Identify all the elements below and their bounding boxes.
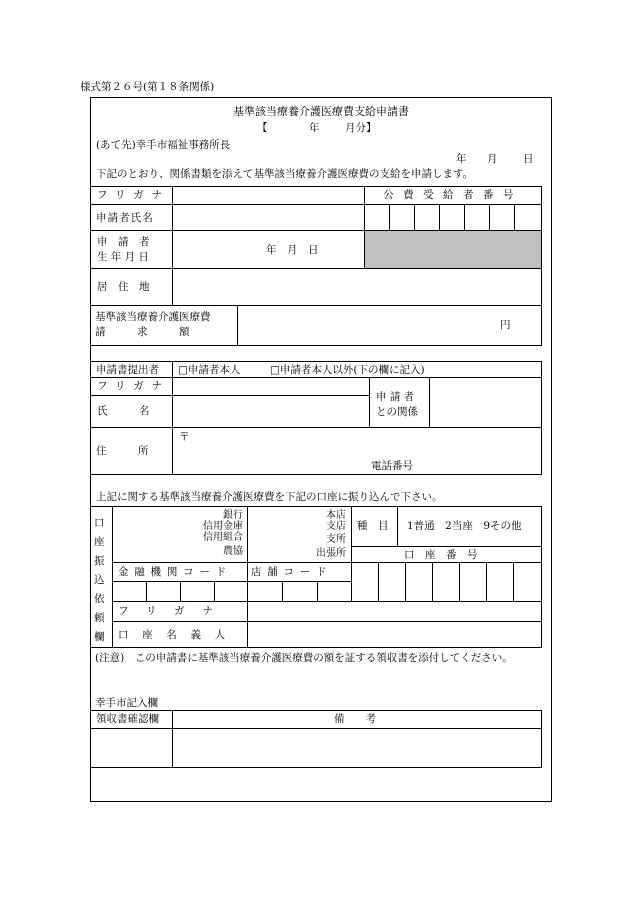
period-month: 月分】 <box>345 122 377 134</box>
institution-code-label: 金融機関コード <box>118 566 232 578</box>
table-line <box>172 710 173 767</box>
account-holder-field[interactable] <box>250 623 539 645</box>
table-line <box>397 506 398 546</box>
date-year[interactable]: 年 <box>456 153 467 165</box>
table-line <box>90 710 542 711</box>
table-line <box>112 506 113 647</box>
bank-intro: 上記に関する基準該当療養介護医療費を下記の口座に振り込んで下さい。 <box>96 491 443 503</box>
table-line <box>90 395 369 396</box>
bank-furigana-label: フリガナ <box>118 605 231 617</box>
table-line <box>112 621 542 622</box>
yen-unit: 円 <box>500 319 511 331</box>
table-line <box>172 361 173 474</box>
submitter-label: 申請書提出者 <box>96 364 159 376</box>
submitter-address-field[interactable] <box>192 431 538 457</box>
bank-furigana-field[interactable] <box>250 603 539 619</box>
branch-type-sub[interactable]: 支所 <box>326 534 346 545</box>
claim-label-1: 基準該当療養介護医療費 <box>95 311 211 323</box>
bank-side-label-5: 依 <box>94 593 105 605</box>
digit-divider <box>514 204 515 230</box>
shaded-cell <box>365 231 541 268</box>
bank-side-label-7: 欄 <box>94 631 105 643</box>
applicant-name-field[interactable] <box>175 206 361 228</box>
digit-divider <box>389 204 390 230</box>
remarks-label: 備 考 <box>334 713 376 725</box>
table-line <box>90 361 542 362</box>
institution-type-bank[interactable]: 銀行 <box>223 510 243 521</box>
furigana-label: フリガナ <box>97 189 170 201</box>
table-line <box>90 474 542 475</box>
digit-divider <box>378 562 379 601</box>
code-divider <box>214 581 215 601</box>
table-line <box>172 186 173 305</box>
table-line <box>90 647 542 648</box>
table-line <box>90 767 542 768</box>
residence-field[interactable] <box>175 271 539 303</box>
code-divider <box>180 581 181 601</box>
table-line <box>237 305 238 345</box>
institution-type-shinkin[interactable]: 信用金庫 <box>203 521 243 532</box>
bank-side-label-3: 振 <box>94 555 105 567</box>
account-type-label: 種 目 <box>357 520 389 532</box>
table-line <box>541 186 542 345</box>
account-holder-label: 口座名義人 <box>118 629 239 641</box>
digit-divider <box>464 204 465 230</box>
postal-mark: 〒 <box>179 431 190 443</box>
digit-divider <box>432 562 433 601</box>
relation-field[interactable] <box>432 380 539 424</box>
remarks-field[interactable] <box>175 731 539 765</box>
receipt-check-field[interactable] <box>93 731 170 765</box>
code-divider <box>282 581 283 601</box>
digit-divider <box>513 562 514 601</box>
table-line <box>429 377 430 427</box>
applicant-name-label: 申請者氏名 <box>96 212 154 224</box>
account-number-label: 口座番号 <box>404 549 488 561</box>
institution-type-shinkumi[interactable]: 信用組合 <box>203 532 243 543</box>
bank-side-label-6: 頼 <box>94 612 105 624</box>
option-self-checkbox[interactable]: □申請者本人 <box>178 364 241 376</box>
table-line <box>369 377 370 427</box>
digit-divider <box>489 204 490 230</box>
digit-divider <box>439 204 440 230</box>
submitter-address-label: 住 所 <box>96 445 149 457</box>
option-other-checkbox[interactable]: □申請者本人以外(下の欄に記入) <box>270 364 425 376</box>
table-line <box>351 546 542 547</box>
relation-label-1: 申 請 者 <box>376 391 415 403</box>
table-line <box>90 268 542 269</box>
table-line <box>90 427 542 428</box>
period-open: 【 <box>257 122 268 134</box>
branch-type-branch[interactable]: 支店 <box>326 521 346 532</box>
birth-label-2: 生 年 月 日 <box>97 251 150 263</box>
birth-label-1: 申 請 者 <box>97 236 150 248</box>
branch-type-main[interactable]: 本店 <box>326 510 346 521</box>
table-line <box>90 204 542 205</box>
form-number: 様式第２６号(第１８条関係) <box>80 81 215 93</box>
bank-side-label-1: 口 <box>94 517 105 529</box>
date-day[interactable]: 日 <box>523 153 534 165</box>
table-line <box>112 581 351 582</box>
relation-label-2: との関係 <box>376 406 418 418</box>
intro-text: 下記のとおり、関係書類を添えて基準該当療養介護医療費の支給を申請します。 <box>96 168 474 180</box>
public-payee-number-label: 公費受給者番号 <box>383 189 523 201</box>
claim-label-2: 請 求 額 <box>95 326 190 338</box>
digit-divider <box>405 562 406 601</box>
table-line <box>90 728 542 729</box>
residence-label: 居 住 地 <box>97 281 150 293</box>
code-divider <box>146 581 147 601</box>
table-line <box>90 186 542 187</box>
birth-date-field[interactable]: 年 月 日 <box>266 244 319 256</box>
addressee: (あて先)幸手市福祉事務所長 <box>96 139 231 151</box>
receipt-check-label: 領収書確認欄 <box>96 713 159 725</box>
submitter-furigana-label: フリガナ <box>97 380 170 392</box>
submitter-furigana-field[interactable] <box>175 379 367 393</box>
table-line <box>90 377 542 378</box>
submitter-name-field[interactable] <box>175 397 367 425</box>
date-month[interactable]: 月 <box>487 153 498 165</box>
table-line <box>247 506 248 647</box>
city-section-title: 幸手市記入欄 <box>95 697 158 709</box>
table-line <box>541 506 542 647</box>
table-line <box>541 361 542 474</box>
table-line <box>541 710 542 767</box>
code-divider <box>317 581 318 601</box>
table-line <box>90 305 542 306</box>
institution-type-nokyo[interactable]: 農協 <box>223 546 243 557</box>
bank-side-label-2: 座 <box>94 536 105 548</box>
form-title: 基準該当療養介護医療費支給申請書 <box>233 105 409 118</box>
table-line <box>90 345 542 346</box>
period-year: 年 <box>309 122 320 134</box>
note-text: (注意) この申請書に基準該当療養介護医療費の額を証する領収書を添付してください。 <box>95 652 513 664</box>
table-line <box>112 601 542 602</box>
digit-divider <box>414 204 415 230</box>
branch-code-label: 店舗コード <box>251 566 333 578</box>
digit-divider <box>486 562 487 601</box>
account-type-options[interactable]: 1普通 2当座 9その他 <box>407 520 522 532</box>
table-line <box>90 506 542 507</box>
furigana-field[interactable] <box>175 188 361 202</box>
bank-side-label-4: 込 <box>94 574 105 586</box>
branch-type-office[interactable]: 出張所 <box>316 548 346 559</box>
submitter-name-label: 氏 名 <box>97 405 150 417</box>
phone-label: 電話番号 <box>371 460 413 472</box>
digit-divider <box>459 562 460 601</box>
table-line <box>112 562 351 563</box>
